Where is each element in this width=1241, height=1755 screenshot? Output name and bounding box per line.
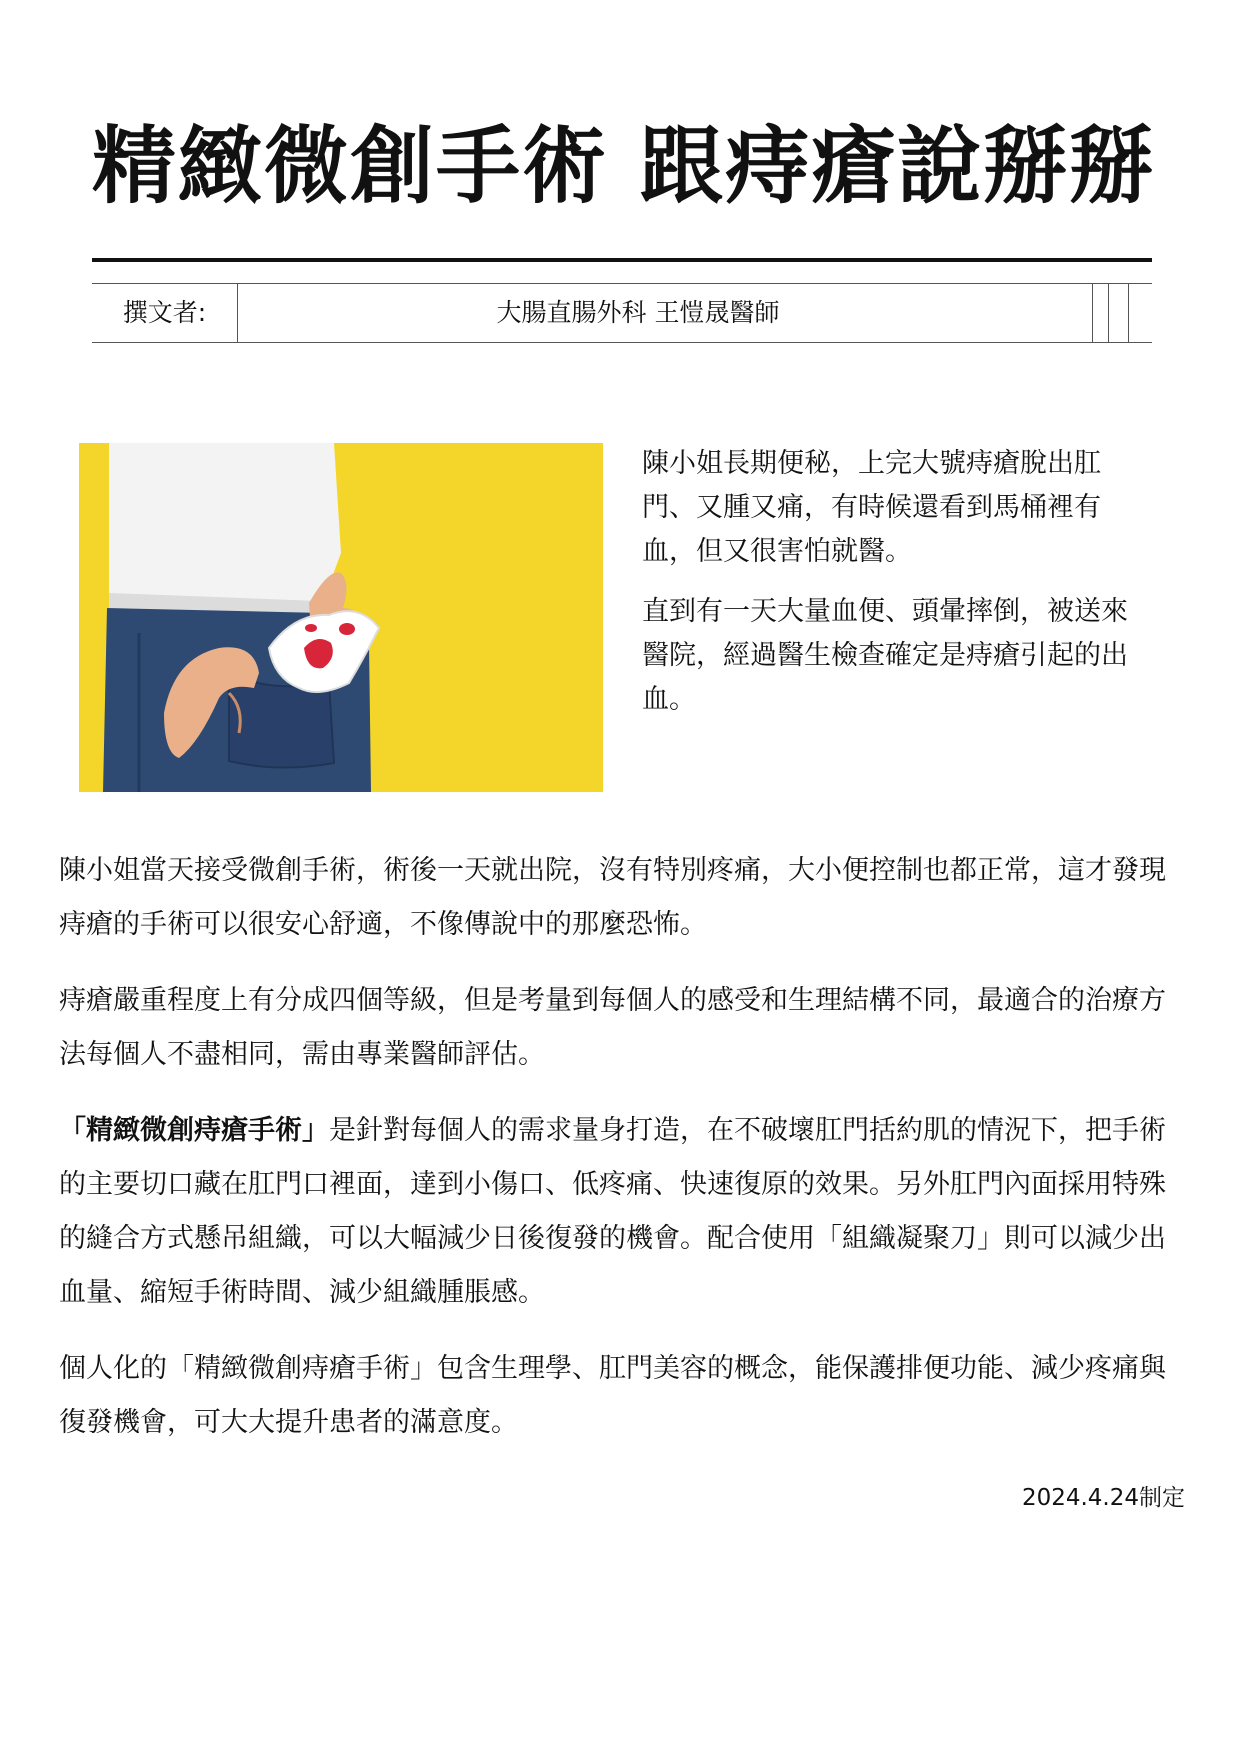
document-date: 2024.4.24制定: [1021, 1485, 1185, 1511]
page-title: 精緻微創手術 跟痔瘡說掰掰: [92, 117, 1156, 215]
intro-paragraph: 陳小姐長期便秘，上完大號痔瘡脫出肛門、又腫又痛，有時候還看到馬桶裡有血，但又很害怕就醫。: [642, 448, 1101, 567]
body-paragraph: 痔瘡嚴重程度上有分成四個等級，但是考量到每個人的感受和生理結構不同，最適合的治療方法每個人不盡相同，需由專業醫師評估。: [59, 985, 1166, 1070]
title-divider: [92, 258, 1152, 262]
byline-divider: [1128, 284, 1129, 342]
body-paragraph: 個人化的「精緻微創痔瘡手術」包含生理學、肛門美容的概念，能保護排便功能、減少疼痛與復發機會，可大大提升患者的滿意度。: [59, 1353, 1166, 1438]
byline-table: [92, 283, 1152, 343]
article-body: [59, 844, 1179, 1472]
byline-label: 撰文者:: [92, 284, 238, 342]
body-paragraph-text: 是針對每個人的需求量身打造，在不破壞肛門括約肌的情況下，把手術的主要切口藏在肛門口裡面，達到小傷口、低疼痛、快速復原的效果。另外肛門內面採用特殊的縫合方式懸吊組織，可以大幅減少日後復發的機會。配合使用「組織凝聚刀」則可以減少出血量、縮短手術時間、減少組織腫脹感。: [59, 1115, 1166, 1308]
highlight-term: 「精緻微創痔瘡手術」: [59, 1115, 329, 1146]
intro-paragraph: 直到有一天大量血便、頭暈摔倒，被送來醫院，經過醫生檢查確定是痔瘡引起的出血。: [642, 596, 1128, 715]
byline-divider: [1108, 284, 1109, 342]
article-photo: [79, 443, 603, 792]
body-paragraph: [59, 1104, 1179, 1320]
intro-text: [642, 442, 1152, 738]
illustration-person-holding-tissue: [79, 443, 603, 792]
body-paragraph: 陳小姐當天接受微創手術，術後一天就出院，沒有特別疼痛，大小便控制也都正常，這才發現痔瘡的手術可以很安心舒適，不像傳說中的那麼恐怖。: [59, 855, 1166, 940]
byline-author: 大腸直腸外科 王愷晟醫師: [496, 298, 780, 327]
byline-divider: [1092, 284, 1093, 342]
